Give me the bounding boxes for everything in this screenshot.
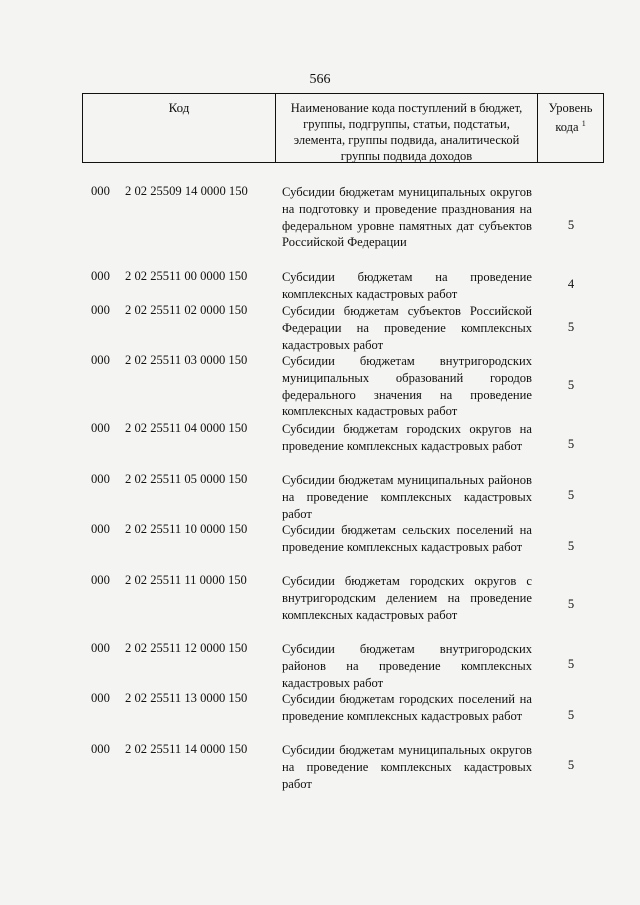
- row-budget-code: 2 02 25511 02 0000 150: [125, 303, 248, 317]
- header-level-footnote: 1: [581, 119, 586, 128]
- row-level: 5: [567, 657, 575, 671]
- table-header: [82, 93, 604, 163]
- row-description: Субсидии бюджетам муниципальных районов на проведение комплексных кадастровых работ: [282, 473, 532, 521]
- row-description: Субсидии бюджетам городских поселений на проведение комплексных кадастровых работ: [282, 692, 532, 723]
- row-budget-code: 2 02 25509 14 0000 150: [125, 184, 248, 198]
- row-admin-code: 000: [91, 184, 110, 198]
- row-level: 5: [567, 378, 575, 392]
- row-level: 5: [567, 320, 575, 334]
- row-admin-code: 000: [91, 742, 110, 756]
- row-budget-code: 2 02 25511 05 0000 150: [125, 472, 248, 486]
- row-level: 5: [567, 597, 575, 611]
- row-budget-code: 2 02 25511 13 0000 150: [125, 691, 248, 705]
- row-admin-code: 000: [91, 691, 110, 705]
- row-description: Субсидии бюджетам сельских поселений на проведение комплексных кадастровых работ: [282, 523, 532, 554]
- row-budget-code: 2 02 25511 12 0000 150: [125, 641, 248, 655]
- row-level: 5: [567, 488, 575, 502]
- row-description: Субсидии бюджетам субъектов Российской Федерации на проведение комплексных кадастровых работ: [282, 304, 532, 352]
- header-code: Код: [83, 94, 276, 162]
- row-description: Субсидии бюджетам внутригородских районов на проведение комплексных кадастровых работ: [282, 642, 532, 690]
- row-admin-code: 000: [91, 573, 110, 587]
- header-name: Наименование кода поступлений в бюджет, группы, подгруппы, статьи, подстатьи, элемента, группы подвида, аналитической группы подвида доходов: [276, 94, 538, 162]
- row-description: Субсидии бюджетам на проведение комплексных кадастровых работ: [282, 270, 532, 301]
- row-budget-code: 2 02 25511 00 0000 150: [125, 269, 248, 283]
- row-budget-code: 2 02 25511 04 0000 150: [125, 421, 248, 435]
- row-description: Субсидии бюджетам муниципальных округов на подготовку и проведение празднования на федеральном уровне памятных дат субъектов Российской Федерации: [282, 185, 532, 250]
- row-description: Субсидии бюджетам городских округов на проведение комплексных кадастровых работ: [282, 422, 532, 453]
- row-admin-code: 000: [91, 641, 110, 655]
- row-budget-code: 2 02 25511 10 0000 150: [125, 522, 248, 536]
- row-admin-code: 000: [91, 472, 110, 486]
- row-budget-code: 2 02 25511 14 0000 150: [125, 742, 248, 756]
- header-level-label: Уровень кода: [548, 101, 593, 135]
- row-level: 5: [567, 218, 575, 232]
- row-level: 5: [567, 758, 575, 772]
- row-level: 4: [567, 277, 575, 291]
- row-description: Субсидии бюджетам городских округов с внутригородским делением на проведение комплексных кадастровых работ: [282, 574, 532, 622]
- row-admin-code: 000: [91, 353, 110, 367]
- row-level: 5: [567, 437, 575, 451]
- row-admin-code: 000: [91, 303, 110, 317]
- row-admin-code: 000: [91, 522, 110, 536]
- row-description: Субсидии бюджетам внутригородских муниципальных образований городов федерального значения на проведение комплексных кадастровых работ: [282, 354, 532, 419]
- row-description: Субсидии бюджетам муниципальных округов на проведение комплексных кадастровых работ: [282, 743, 532, 791]
- row-admin-code: 000: [91, 269, 110, 283]
- row-level: 5: [567, 708, 575, 722]
- row-level: 5: [567, 539, 575, 553]
- page-number: 566: [309, 72, 331, 87]
- row-budget-code: 2 02 25511 11 0000 150: [125, 573, 247, 587]
- row-admin-code: 000: [91, 421, 110, 435]
- row-budget-code: 2 02 25511 03 0000 150: [125, 353, 248, 367]
- header-level: [538, 94, 603, 162]
